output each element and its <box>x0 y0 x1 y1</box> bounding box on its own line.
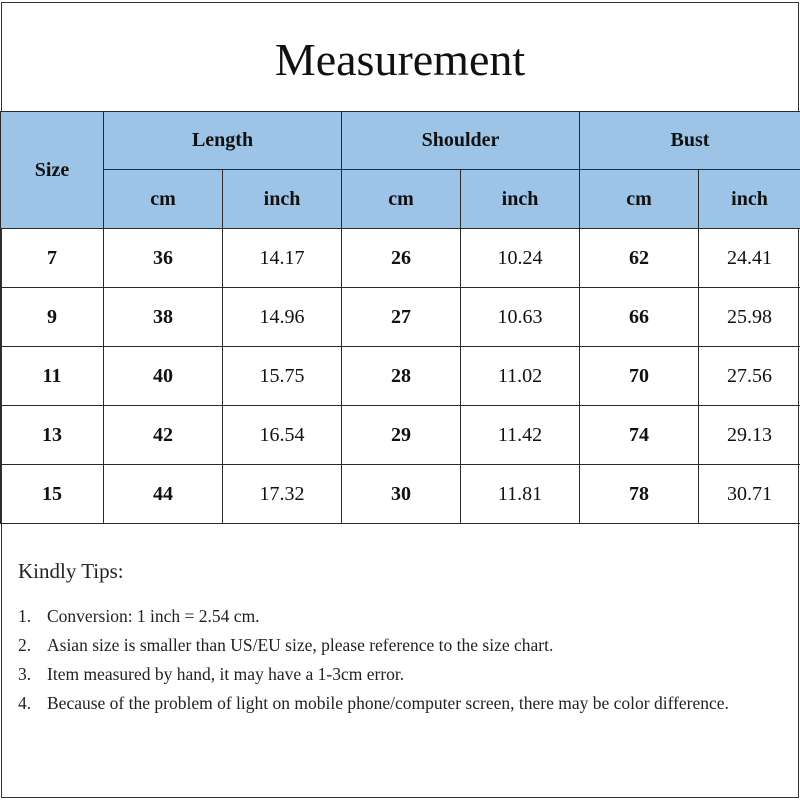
bust-cm-cell: 62 <box>580 229 699 288</box>
shoulder-cm-cell: 27 <box>342 288 461 347</box>
size-table <box>0 111 800 524</box>
size-cell: 13 <box>1 406 104 465</box>
length-header: Length <box>104 112 342 170</box>
unit-header: inch <box>699 170 800 229</box>
tip-number: 2. <box>18 635 32 655</box>
unit-header: inch <box>461 170 580 229</box>
shoulder-inch-cell: 10.24 <box>461 229 580 288</box>
unit-header: cm <box>104 170 223 229</box>
bust-header: Bust <box>580 112 800 170</box>
tip-item <box>18 602 738 631</box>
header-unit-row <box>1 170 800 229</box>
shoulder-inch-cell: 10.63 <box>461 288 580 347</box>
table-row <box>1 347 800 406</box>
shoulder-cm-cell: 30 <box>342 465 461 524</box>
tip-text: Because of the problem of light on mobile phone/computer screen, there may be color difference. <box>47 693 729 713</box>
length-cm-cell: 44 <box>104 465 223 524</box>
bust-inch-cell: 30.71 <box>699 465 800 524</box>
size-header: Size <box>1 112 104 229</box>
length-inch-cell: 17.32 <box>223 465 342 524</box>
length-cm-cell: 42 <box>104 406 223 465</box>
bust-inch-cell: 25.98 <box>699 288 800 347</box>
tip-number: 1. <box>18 606 32 626</box>
bust-inch-cell: 27.56 <box>699 347 800 406</box>
bust-inch-cell: 29.13 <box>699 406 800 465</box>
shoulder-inch-cell: 11.02 <box>461 347 580 406</box>
table-row <box>1 406 800 465</box>
shoulder-cm-cell: 26 <box>342 229 461 288</box>
length-cm-cell: 38 <box>104 288 223 347</box>
shoulder-inch-cell: 11.42 <box>461 406 580 465</box>
table-row <box>1 465 800 524</box>
bust-cm-cell: 74 <box>580 406 699 465</box>
tip-text: Item measured by hand, it may have a 1-3cm error. <box>47 664 405 684</box>
tips-list <box>18 602 738 718</box>
bust-cm-cell: 70 <box>580 347 699 406</box>
tip-item <box>18 631 738 660</box>
unit-header: cm <box>342 170 461 229</box>
bust-inch-cell: 24.41 <box>699 229 800 288</box>
shoulder-cm-cell: 28 <box>342 347 461 406</box>
table-row <box>1 288 800 347</box>
tip-item <box>18 660 738 689</box>
length-inch-cell: 15.75 <box>223 347 342 406</box>
tip-item <box>18 689 738 718</box>
shoulder-cm-cell: 29 <box>342 406 461 465</box>
header-group-row <box>1 112 800 170</box>
length-inch-cell: 14.96 <box>223 288 342 347</box>
shoulder-header: Shoulder <box>342 112 580 170</box>
size-cell: 15 <box>1 465 104 524</box>
bust-cm-cell: 66 <box>580 288 699 347</box>
tip-number: 4. <box>18 693 32 713</box>
unit-header: inch <box>223 170 342 229</box>
tip-text: Conversion: 1 inch = 2.54 cm. <box>47 606 260 626</box>
tip-text: Asian size is smaller than US/EU size, please reference to the size chart. <box>47 635 554 655</box>
size-cell: 7 <box>1 229 104 288</box>
shoulder-inch-cell: 11.81 <box>461 465 580 524</box>
bust-cm-cell: 78 <box>580 465 699 524</box>
length-cm-cell: 36 <box>104 229 223 288</box>
length-inch-cell: 14.17 <box>223 229 342 288</box>
unit-header: cm <box>580 170 699 229</box>
page-title: Measurement <box>274 34 526 85</box>
tips-heading: Kindly Tips: <box>18 559 124 583</box>
length-inch-cell: 16.54 <box>223 406 342 465</box>
size-cell: 9 <box>1 288 104 347</box>
table-row <box>1 229 800 288</box>
tip-number: 3. <box>18 664 32 684</box>
length-cm-cell: 40 <box>104 347 223 406</box>
size-cell: 11 <box>1 347 104 406</box>
